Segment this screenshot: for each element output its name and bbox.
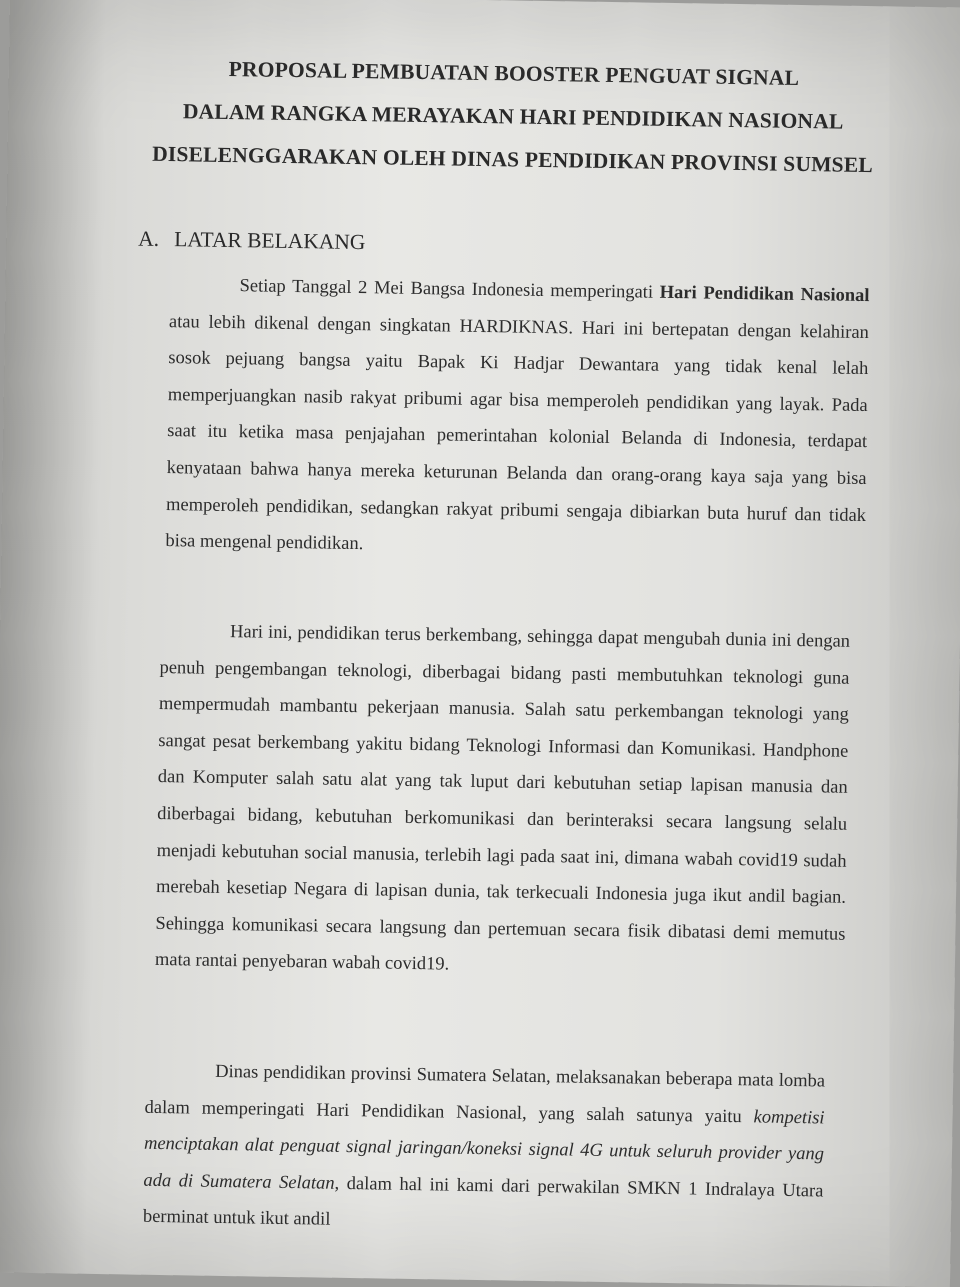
paragraph-1-text-b: atau lebih dikenal dengan singkatan HARDIKNAS. Hari ini bertepatan dengan kelahiran sosok pejuang bangsa yaitu Bapak Ki Hadjar Dewantara yang tidak kenal lelah memperjuangkan nasib rakyat pribumi agar bisa memperoleh pendidikan yang layak. Pada saat itu ketika masa penjajahan pemerintahan kolonial Belanda di Indonesia, terdapat kenyataan bahwa hanya mereka keturunan Belanda dan orang-orang kaya saja yang bisa memperoleh pendidikan, sedangkan rakyat pribumi sengaja dibiarkan buta huruf dan tidak bisa mengenal pendidikan. xyxy=(165,311,870,555)
paragraph-1-text-a: Setiap Tanggal 2 Mei Bangsa Indonesia memperingati xyxy=(239,276,660,303)
title-line-1: PROPOSAL PEMBUATAN BOOSTER PENGUAT SIGNAL xyxy=(228,56,800,90)
paragraph-1 xyxy=(165,267,870,571)
document-title xyxy=(127,46,899,187)
paragraph-2-text: Hari ini, pendidikan terus berkembang, sehingga dapat mengubah dunia ini dengan penuh pengembangan teknologi, diberbagai bidang pasti membutuhkan teknologi guna mempermudah mambantu pekerjaan manusia. Salah satu perkembangan teknologi yang sangat pesat berkembang yakitu bidang Teknologi Informasi dan Komunikasi. Handphone dan Komputer salah satu alat yang tak luput dari kebutuhan setiap lapisan manusia dan diberbagai bidang, kebutuhan berkomunikasi dan berinteraksi secara langsung selalu menjadi kebutuhan social manusia, terlebih lagi pada saat ini, dimana wabah covid19 sudah merebah kesetiap Negara di lapisan dunia, tak terkecuali Indonesia juga ikut andil bagian. Sehingga komunikasi secara langsung dan pertemuan secara fisik dibatasi demi memutus mata rantai penyebaran wabah covid19. xyxy=(154,622,851,975)
paragraph-3-text-b: , dalam hal ini kami dari perwakilan SMKN 1 Indralaya Utara berminat untuk ikut andil xyxy=(142,1173,824,1231)
paragraph-3 xyxy=(143,1053,826,1247)
title-line-3: DISELENGGARAKAN OLEH DINAS PENDIDIKAN PROVINSI SUMSEL xyxy=(151,141,874,178)
paragraph-2 xyxy=(155,613,851,990)
section-number: A. xyxy=(138,226,160,251)
section-heading xyxy=(138,227,366,256)
title-line-2: DALAM RANGKA MERAYAKAN HARI PENDIDIKAN NASIONAL xyxy=(182,99,844,134)
section-title: LATAR BELAKANG xyxy=(174,227,366,255)
paragraph-3-italic: kompetisi menciptakan alat penguat signal jaringan/koneksi signal 4G untuk seluruh provider yang ada di Sumatera Selatan xyxy=(143,1106,825,1194)
paragraph-3-text-a: Dinas pendidikan provinsi Sumatera Selatan, melaksanakan beberapa mata lomba dalam memperingati Hari Pendidikan Nasional, yang salah satunya yaitu xyxy=(144,1061,826,1127)
paragraph-1-bold: Hari Pendidikan Nasional xyxy=(659,282,870,307)
